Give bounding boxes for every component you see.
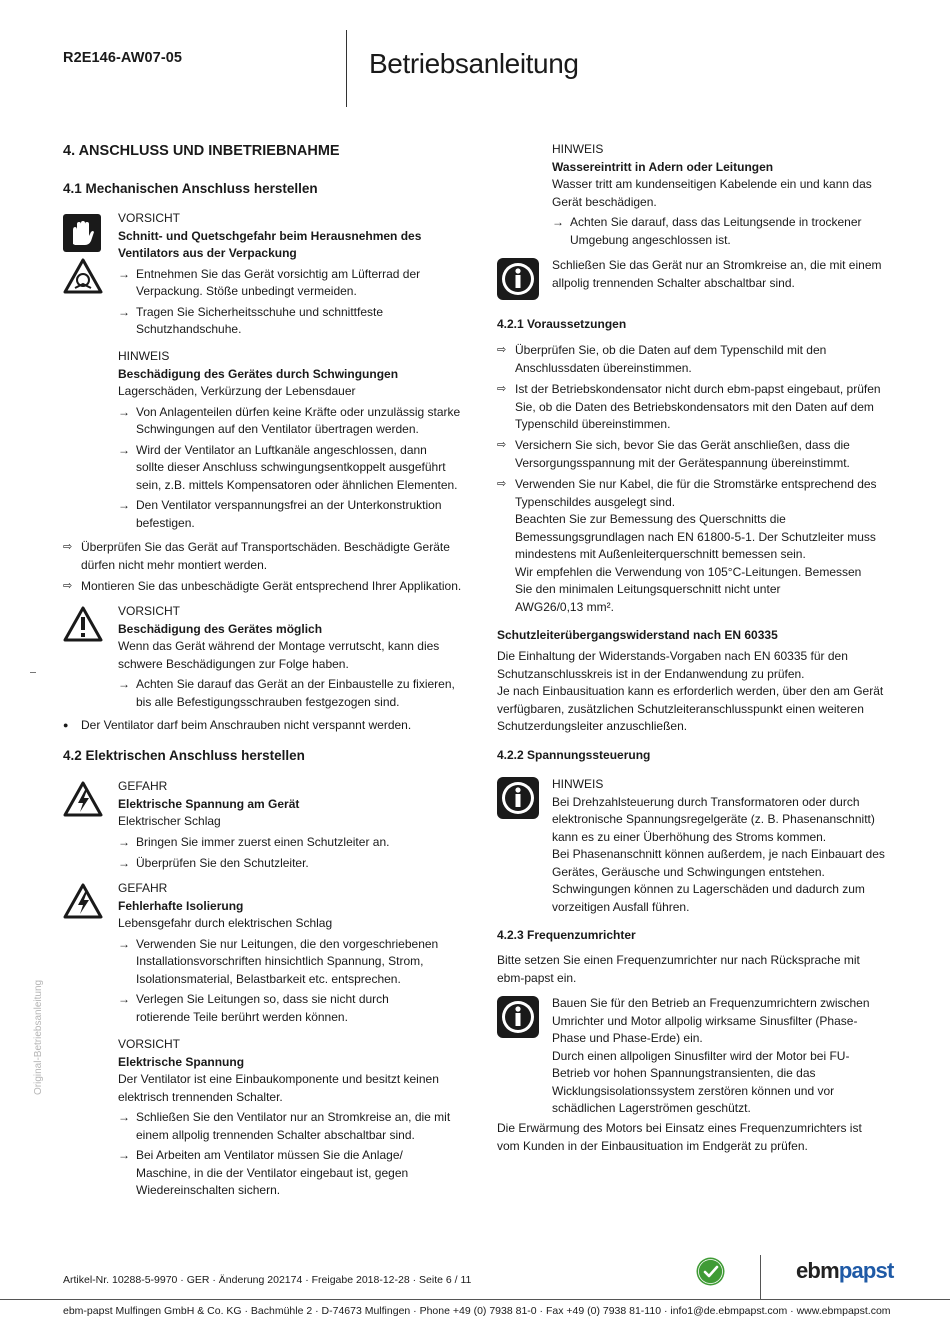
- notice-title: Wassereintritt in Adern oder Leitungen: [552, 159, 774, 174]
- step-item: [63, 578, 463, 596]
- notice-block-vibration: [118, 348, 463, 532]
- step-arrow-icon: ⇨: [497, 344, 507, 356]
- step-item: [63, 539, 463, 574]
- instruction-item: [118, 442, 463, 495]
- step-line: dürfen nicht mehr montiert werden.: [81, 557, 268, 572]
- notice-block-water: [552, 141, 897, 249]
- instruction-line: Umgebung angeschlossen ist.: [570, 232, 731, 247]
- header-divider: [346, 30, 347, 107]
- instruction-item: [118, 266, 463, 301]
- footer-rule: [0, 1299, 950, 1300]
- info-line: Schließen Sie das Gerät nur an Stromkreise an, die mit einem: [552, 258, 882, 272]
- bullet-item: [63, 717, 463, 735]
- paragraph-line: Bitte setzen Sie einen Frequenzumrichter nur nach Rücksprache mit: [497, 953, 860, 967]
- section-title: 4. ANSCHLUSS UND INBETRIEBNAHME: [63, 143, 340, 159]
- instruction-line: → Wird der Ventilator an Luftkanäle angeschlossen, dann: [136, 442, 427, 457]
- instruction-item: [552, 214, 897, 249]
- danger-description: Lebensgefahr durch elektrischen Schlag: [118, 916, 333, 930]
- instruction-line: befestigen.: [136, 515, 195, 530]
- instruction-line: Schwingungen auf den Ventilator übertragen werden.: [136, 422, 419, 436]
- step-line: Sie den minimalen Leitungsquerschnitt nicht unter: [515, 582, 781, 596]
- info-icon: [497, 258, 539, 300]
- instruction-line: → Achten Sie darauf das Gerät an der Einbaustelle zu fixieren,: [136, 677, 455, 691]
- step-line: Typenschild übereinstimmen.: [515, 417, 671, 431]
- warning-exclamation-icon: [63, 606, 103, 642]
- step-arrow-icon: ⇨: [497, 383, 507, 395]
- notice-kind: HINWEIS: [552, 777, 604, 791]
- caution-title-line: Ventilators aus der Verpackung: [118, 246, 297, 260]
- step-arrow-icon: ⇨: [497, 478, 507, 490]
- side-label: Original-Betriebsanleitung: [33, 979, 44, 1095]
- notice-line: vorzeitigen Ausfall führen.: [552, 899, 690, 914]
- instruction-line: → Verwenden Sie nur Leitungen, die den vorgeschriebenen: [136, 936, 439, 951]
- paragraph-line: vom Kunden in der Einbausituation im Endgerät zu prüfen.: [497, 1138, 808, 1153]
- ebmpapst-logo: [796, 1257, 894, 1285]
- info-icon: [497, 777, 539, 819]
- instruction-item: [118, 1147, 463, 1200]
- danger-title: Fehlerhafte Isolierung: [118, 898, 244, 913]
- product-code: R2E146-AW07-05: [63, 50, 183, 66]
- step-line: Überprüfen Sie, ob die Daten auf dem Typenschild mit den: [515, 343, 827, 357]
- step-arrow-icon: ⇨: [497, 439, 507, 451]
- step-item: [497, 381, 892, 434]
- instruction-line: Isolationsmaterial, Belastbarkeit etc. entsprechen.: [136, 971, 401, 986]
- info-line: allpolig trennenden Schalter abschaltbar sind.: [552, 275, 795, 290]
- instruction-line: sollte dieser Anschluss schwingungsentkoppelt ausgeführt: [136, 460, 446, 474]
- notice-line: Bei Drehzahlsteuerung durch Transformatoren oder durch: [552, 794, 860, 809]
- step-line: mindestens mit Außenleiterquerschnitt bemessen sein.: [515, 547, 806, 561]
- step-line: Versorgungsspannung mit der Gerätespannung übereinstimmt.: [515, 455, 850, 470]
- instruction-line: Schutzhandschuhe.: [136, 322, 242, 336]
- step-item: [497, 476, 892, 616]
- instruction-line: → Überprüfen Sie den Schutzleiter.: [136, 856, 309, 870]
- step-line: AWG26/0,13 mm².: [515, 599, 614, 614]
- paragraph-line: Die Erwärmung des Motors bei Einsatz eines Frequenzumrichters ist: [497, 1121, 862, 1135]
- info-line: Wicklungsisolationssystem zerstören können und vor: [552, 1083, 835, 1098]
- instruction-item: [118, 404, 463, 439]
- subsection-4-2-title: 4.2 Elektrischen Anschluss herstellen: [63, 748, 305, 763]
- notice-description: Lagerschäden, Verkürzung der Lebensdauer: [118, 384, 356, 398]
- instruction-item: [118, 304, 463, 339]
- instruction-line: bis alle Befestigungsschrauben festgezogen sind.: [136, 694, 400, 709]
- danger-title: Elektrische Spannung am Gerät: [118, 796, 300, 811]
- info-line: Umrichter und Motor allpolig wirksame Sinusfilter (Phase-: [552, 1013, 858, 1028]
- green-tech-badge-icon: [696, 1257, 725, 1286]
- caution-kind: VORSICHT: [118, 211, 181, 225]
- earth-resistance-title: Schutzleiterübergangswiderstand nach EN 60335: [497, 628, 778, 642]
- step-line: Bemessungsgrundlagen nach EN 61800-5-1. Der Schutzleiter muss: [515, 529, 876, 544]
- company-address: ebm-papst Mulfingen GmbH & Co. KG · Bachmühle 2 · D-74673 Mulfingen · Phone +49 (0) 7938 81-0 · Fax +49 (0) 7938 81-110 · info1@de.ebmpapst.com · www.ebmpapst.com: [63, 1305, 891, 1317]
- instruction-line: → Schließen Sie den Ventilator nur an Stromkreise an, die mit: [136, 1110, 451, 1124]
- caution-title-line: Schnitt- und Quetschgefahr beim Herausnehmen des: [118, 228, 422, 243]
- notice-line: elektronische Spannungsregelgeräte (z. B. Phasenanschnitt): [552, 812, 875, 826]
- danger-kind: GEFAHR: [118, 881, 168, 895]
- instruction-item: [118, 1109, 463, 1144]
- logo-part-papst: papst: [838, 1258, 894, 1283]
- step-line: Verwenden Sie nur Kabel, die für die Stromstärke entsprechend des: [515, 477, 877, 491]
- info-line: schädlichen Lagerströmen geschützt.: [552, 1101, 751, 1115]
- instruction-line: → Verlegen Sie Leitungen so, dass sie nicht durch: [136, 992, 389, 1006]
- paragraph-line: verfügbaren, zusätzlichen Schutzleiteranschlusspunkt einen weiteren: [497, 701, 864, 716]
- article-info: Artikel-Nr. 10288-5-9970 · GER · Änderung 202174 · Freigabe 2018-12-28 · Seite 6 / 11: [63, 1274, 472, 1286]
- paragraph-line: Schutzerdungsleiter anzuschließen.: [497, 719, 688, 733]
- info-line: Durch einen allpoligen Sinusfilter wird der Motor bei FU-: [552, 1048, 850, 1063]
- step-line: Ist der Betriebskondensator nicht durch ebm-papst eingebaut, prüfen: [515, 382, 881, 396]
- step-line: Montieren Sie das unbeschädigte Gerät entsprechend Ihrer Applikation.: [81, 579, 462, 593]
- step-arrow-icon: ⇨: [63, 541, 73, 553]
- step-item: [497, 342, 892, 377]
- subsection-4-2-1-title: 4.2.1 Voraussetzungen: [497, 317, 627, 331]
- step-line: Versichern Sie sich, bevor Sie das Gerät anschließen, dass die: [515, 438, 850, 452]
- notice-title: Beschädigung des Gerätes durch Schwingungen: [118, 366, 399, 381]
- instruction-line: → Den Ventilator verspannungsfrei an der Unterkonstruktion: [136, 498, 442, 512]
- instruction-line: → Von Anlagenteilen dürfen keine Kräfte oder unzulässig starke: [136, 404, 461, 419]
- instruction-line: Installationsvorschriften hinsichtlich Spannung, Strom,: [136, 954, 424, 968]
- instruction-item: [118, 936, 463, 989]
- paragraph-line: ebm-papst ein.: [497, 970, 577, 985]
- step-arrow-icon: ⇨: [63, 580, 73, 592]
- notice-line: Bei Phasenanschnitt können außerdem, je nach Einbauart des: [552, 847, 885, 861]
- caution-kind: VORSICHT: [118, 1037, 181, 1051]
- subsection-4-2-3-title: 4.2.3 Frequenzumrichter: [497, 928, 636, 942]
- subsection-4-1-title: 4.1 Mechanischen Anschluss herstellen: [63, 181, 318, 196]
- hand-crush-warning-icon: [63, 258, 103, 294]
- instruction-line: einem allpolig trennenden Schalter abschaltbar sind.: [136, 1127, 415, 1142]
- danger-description: Elektrischer Schlag: [118, 814, 221, 828]
- caution-description: elektrisch trennenden Schalter.: [118, 1089, 283, 1104]
- instruction-line: sein, z.B. mittels Kompensatoren oder ähnlichen Elementen.: [136, 477, 458, 492]
- step-line: Anschlussdaten übereinstimmen.: [515, 360, 692, 375]
- instruction-item: [118, 497, 463, 532]
- high-voltage-icon: [63, 883, 103, 919]
- inverter-paragraph: [497, 952, 892, 987]
- step-line: Überprüfen Sie das Gerät auf Transportschäden. Beschädigte Geräte: [81, 540, 450, 554]
- notice-kind: HINWEIS: [118, 349, 170, 363]
- instruction-item: [118, 855, 463, 873]
- step-line: Wir empfehlen die Verwendung von 105°C-Leitungen. Bemessen: [515, 564, 862, 579]
- caution-title: Beschädigung des Gerätes möglich: [118, 621, 323, 636]
- notice-line: Gerätes, Geräusche und Schwingungen entstehen.: [552, 864, 825, 879]
- high-voltage-icon: [63, 781, 103, 817]
- caution-description: Wenn das Gerät während der Montage verrutscht, kann dies: [118, 639, 440, 653]
- bullet-line: Der Ventilator darf beim Anschrauben nicht verspannt werden.: [81, 718, 412, 732]
- subsection-4-2-2-title: 4.2.2 Spannungssteuerung: [497, 748, 651, 762]
- logo-part-ebm: ebm: [796, 1258, 839, 1283]
- instruction-item: [118, 991, 463, 1026]
- info-line: Bauen Sie für den Betrieb an Frequenzumrichtern zwischen: [552, 996, 870, 1010]
- bullet-dot-icon: ●: [63, 720, 69, 730]
- caution-block-electrical: [118, 1036, 463, 1200]
- instruction-line: → Bringen Sie immer zuerst einen Schutzleiter an.: [136, 834, 390, 849]
- instruction-line: → Tragen Sie Sicherheitsschuhe und schnittfeste: [136, 304, 384, 319]
- gloves-icon: [63, 214, 101, 252]
- danger-kind: GEFAHR: [118, 779, 168, 793]
- info-icon: [497, 996, 539, 1038]
- info-line: Betrieb vor hohen Spannungstransienten, die das: [552, 1066, 816, 1080]
- step-line: Sie, ob die Daten des Betriebskondensators mit den Daten auf dem: [515, 399, 874, 414]
- instruction-item: [118, 834, 463, 852]
- caution-description: Der Ventilator ist eine Einbaukomponente und besitzt keinen: [118, 1072, 439, 1086]
- fold-mark: [30, 672, 36, 673]
- earth-resistance-paragraph: [497, 648, 892, 736]
- instruction-line: rotierende Teile berührt werden können.: [136, 1009, 348, 1024]
- paragraph-line: Schutzanschlusskreis ist in der Endanwendung zu prüfen.: [497, 666, 805, 681]
- motor-heating-paragraph: [497, 1120, 892, 1155]
- instruction-item: [118, 676, 463, 711]
- paragraph-line: Die Einhaltung der Widerstands-Vorgaben nach EN 60335 für den: [497, 649, 848, 663]
- step-line: Beachten Sie zur Bemessung des Querschnitts die: [515, 512, 786, 526]
- notice-description: Gerät beschädigen.: [552, 194, 657, 209]
- instruction-line: Verpackung. Stöße unbedingt vermeiden.: [136, 284, 357, 298]
- footer-divider: [760, 1255, 761, 1299]
- document-title: Betriebsanleitung: [369, 48, 579, 79]
- caution-kind: VORSICHT: [118, 604, 181, 618]
- paragraph-line: Je nach Einbausituation kann es erforderlich werden, über den am Gerät: [497, 684, 884, 698]
- notice-line: Schwingungen können zu Lagerschäden und dadurch zum: [552, 882, 865, 896]
- notice-line: kann es zu einer Überhöhung des Stroms kommen.: [552, 829, 827, 844]
- caution-title: Elektrische Spannung: [118, 1054, 245, 1069]
- instruction-line: Maschine, in die der Ventilator eingebaut ist, gegen: [136, 1165, 409, 1180]
- instruction-line: → Entnehmen Sie das Gerät vorsichtig am Lüfterrad der: [136, 266, 421, 281]
- instruction-line: Wiedereinschalten sichern.: [136, 1183, 281, 1197]
- instruction-line: → Bei Arbeiten am Ventilator müssen Sie die Anlage/: [136, 1148, 403, 1162]
- caution-description: schwere Beschädigungen zur Folge haben.: [118, 656, 349, 671]
- step-item: [497, 437, 892, 472]
- notice-kind: HINWEIS: [552, 142, 604, 156]
- notice-description: Wasser tritt am kundenseitigen Kabelende ein und kann das: [552, 177, 872, 191]
- info-line: Phase und Phase-Erde) ein.: [552, 1031, 703, 1045]
- instruction-line: → Achten Sie darauf, dass das Leitungsende in trockener: [570, 215, 862, 229]
- step-line: Typenschildes ausgelegt sind.: [515, 494, 676, 509]
